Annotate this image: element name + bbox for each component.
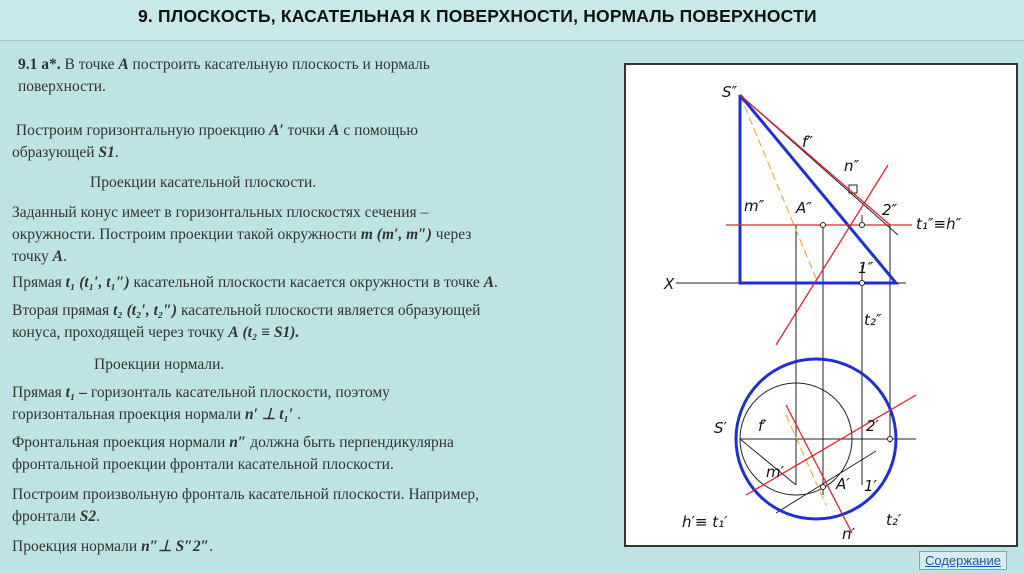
text: А (228, 324, 239, 341)
text: касательной плоскости касается окружности в точке (133, 274, 480, 291)
label-f2: f″ (802, 133, 813, 151)
text: Проекция нормали (12, 538, 138, 555)
text: конуса, проходящей через точку (12, 324, 225, 341)
text: Прямая (12, 384, 62, 401)
text: . (209, 538, 214, 555)
text: . (63, 248, 67, 265)
heading-normal (94, 354, 224, 376)
text: А (483, 274, 495, 291)
point-2-2 (860, 223, 865, 228)
text: фронтали (12, 508, 76, 525)
text: точку (12, 248, 49, 265)
text: n″⊥ S″2″ (141, 538, 210, 555)
text: S2 (79, 508, 97, 525)
text: образующей (12, 144, 95, 161)
orange-dashed-lines (740, 95, 826, 505)
point-1-2 (860, 281, 865, 286)
text: t₁ – (65, 384, 88, 401)
text: Заданный конус имеет в горизонтальных плоскостях сечения – (12, 204, 429, 221)
text: фронтальной проекции фронтали касательной плоскости. (12, 456, 394, 473)
text: должна быть перпендикулярна (250, 434, 454, 451)
text: касательной плоскости является образующей (180, 302, 481, 319)
text: (t₂ ≡ S1). (242, 324, 300, 341)
label-x: X (664, 275, 675, 293)
point-A1 (821, 485, 826, 490)
label-2-1: 2′ (866, 417, 879, 435)
task-statement (18, 54, 578, 98)
label-s1: S′ (714, 419, 727, 437)
heading-tangent-plane (90, 172, 316, 194)
label-f1: f′ (758, 417, 767, 435)
text: Фронтальная проекция нормали (12, 434, 226, 451)
red-lines (726, 95, 916, 533)
text: . (114, 144, 119, 161)
text: через (435, 226, 472, 243)
label-1-1: 1′ (864, 477, 877, 495)
task-text: В точке (64, 56, 115, 73)
paragraph-3 (12, 272, 622, 294)
text: А′ (269, 122, 284, 139)
cone-drawing-svg (626, 65, 1016, 545)
text: Проекции касательной плоскости. (90, 174, 317, 191)
text-panel (0, 42, 622, 574)
page-title: 9. ПЛОСКОСТЬ, КАСАТЕЛЬНАЯ К ПОВЕРХНОСТИ, НОРМАЛЬ ПОВЕРХНОСТИ (138, 6, 817, 26)
label-m1: m′ (766, 463, 785, 481)
text: горизонтальная проекция нормали (12, 406, 242, 423)
text: Вторая прямая (12, 302, 110, 319)
label-a1: A′ (836, 475, 850, 493)
paragraph-6 (12, 432, 612, 476)
label-m2: m″ (744, 197, 765, 215)
task-text: поверхности. (18, 78, 106, 95)
label-n2: n″ (844, 157, 860, 175)
text: Построим горизонтальную проекцию (15, 122, 266, 139)
title-bar (0, 0, 1024, 41)
label-a2: A″ (796, 199, 812, 217)
label-s2: S″ (722, 83, 738, 101)
text: Прямая (12, 274, 62, 291)
text: Проекции нормали. (94, 356, 225, 373)
text: S1 (98, 144, 115, 161)
text: горизонталь касательной плоскости, поэтому (90, 384, 390, 401)
text: . (494, 274, 498, 291)
paragraph-1 (12, 120, 612, 164)
point-A2 (821, 223, 826, 228)
paragraph-7 (12, 484, 622, 528)
task-point: А (118, 56, 129, 73)
paragraph-5 (12, 382, 612, 426)
text: . (297, 406, 302, 423)
text: точки (287, 122, 326, 139)
task-text: построить касательную плоскость и нормаль (132, 56, 430, 73)
right-angle-mark (849, 185, 857, 193)
contents-link[interactable]: Содержание (919, 551, 1007, 570)
task-number: 9.1 а*. (18, 56, 61, 73)
points (821, 223, 893, 490)
text: А (52, 248, 63, 265)
text: . (96, 508, 100, 525)
label-h1-t1: h′≡ t₁′ (682, 513, 728, 531)
label-2-2: 2″ (882, 201, 898, 219)
text: Построим произвольную фронталь касательной плоскости. Например, (12, 486, 479, 503)
text: А (329, 122, 340, 139)
text: (m′, m″) (376, 226, 432, 243)
paragraph-4 (12, 300, 622, 344)
label-t1-h: t₁″≡h″ (916, 215, 962, 233)
label-1-2: 1″ (858, 259, 874, 277)
text: n′ ⊥ t₁′ (244, 406, 294, 423)
text: окружности. Построим проекции такой окружности (12, 226, 357, 243)
text: t₁ (t₁′, t₁″) (65, 274, 130, 291)
label-t2-2: t₂″ (864, 311, 882, 329)
construction-lines (676, 95, 916, 513)
text: с помощью (343, 122, 418, 139)
text: t₂ (t₂′, t₂″) (113, 302, 178, 319)
point-2-1 (888, 437, 893, 442)
label-t2-1: t₂′ (886, 511, 902, 529)
s1-dashed (740, 95, 818, 283)
label-n1: n′ (842, 525, 855, 543)
paragraph-8 (12, 536, 612, 558)
geometry-drawing (624, 63, 1018, 547)
text: m (360, 226, 373, 243)
text: n″ (229, 434, 247, 451)
paragraph-2 (12, 202, 612, 268)
